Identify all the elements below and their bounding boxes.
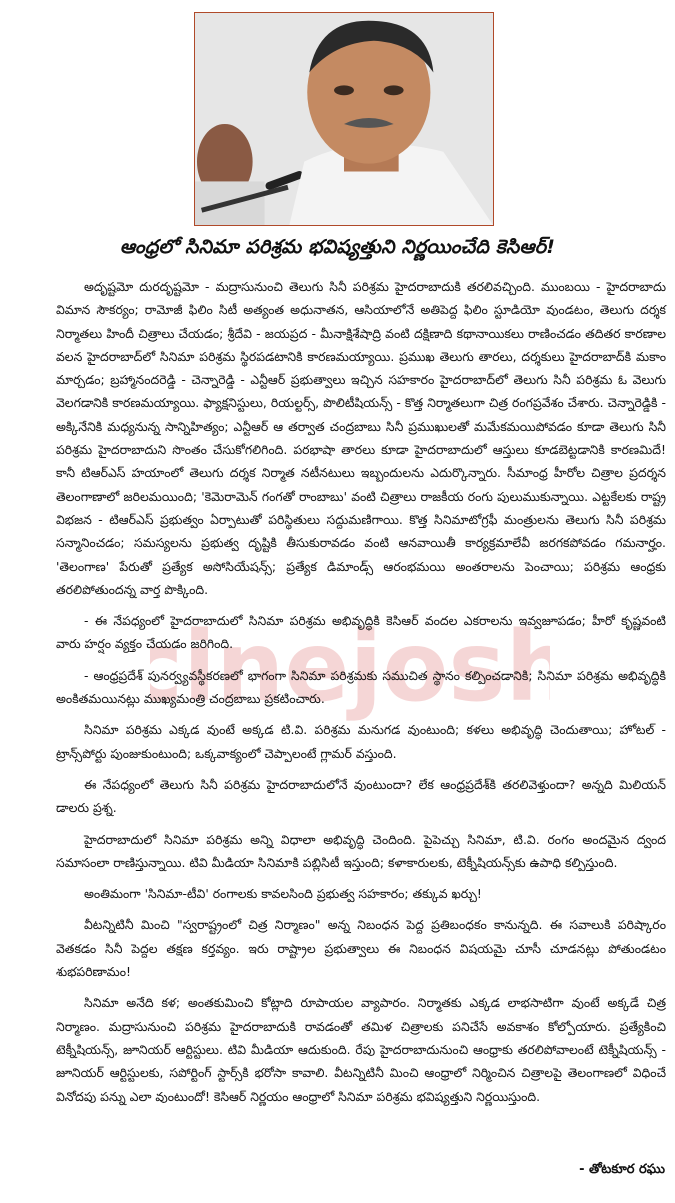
- paragraph: హైదరాబాదులో సినిమా పరిశ్రమ అన్ని విధాలా అభివృద్ధి చెందింది. పైపెచ్చు సినిమా, టి.వి. రంగం అందమైన ద్వంద సమాసంలా రాణిస్తున్నాయి. టివి మీడియా సినిమాకి పబ్లిసిటీ ఇస్తుంది; కళాకారులకు, టెక్నీషియన్స్‌కు ఉపాధి కల్పిస్తుంది.: [56, 831, 666, 870]
- paragraph: అంతిమంగా 'సినిమా-టీవి' రంగాలకు కావలసింది ప్రభుత్వ సహకారం; తక్కువ ఖర్చు!: [84, 886, 482, 902]
- article-headline: ఆంధ్రలో సినిమా పరిశ్రమ భవిష్యత్తుని నిర్ణయించేది కెసిఆర్!: [119, 236, 556, 258]
- paragraph: - ఆంధ్రప్రదేశ్ పునర్వ్యవస్థీకరణలో భాగంగా సినిమా పరిశ్రమకు సముచిత స్థానం కల్పించడానికి; సినిమా పరిశ్రమ అభివృద్ధికి అంకితమయినట్లు ముఖ్యమంత్రి చంద్రబాబు ప్రకటించారు.: [56, 667, 666, 707]
- paragraph: సినిమా అనేది కళ; అంతకుమించి కోట్లాది రూపాయల వ్యాపారం. నిర్మాతకు ఎక్కడ లాభసాటిగా వుంటే అక్కడే చిత్ర నిర్మాణం. మద్రాసునుంచి పరిశ్రమ హైదరాబాదుకి రావడంతో తమిళ చిత్రాలకు పనిచేసే అవకాశం కోల్పోయారు. ప్రత్యేకించి టెక్నీషియన్స్, జూనియర్ ఆర్టిస్టులు. టివి మీడియా ఆదుకుంది. రేపు హైదరాబాదునుంచి ఆంధ్రాకు తరలిపోవాలంటే టెక్నీషియన్స్ - జూనియర్ ఆర్టిస్టులకు, సపోర్టింగ్ స్టార్స్‌కి భరోసా కావాలి. వీటన్నిటినీ మించి ఆంధ్రాలో నిర్మించిన చిత్రాలపై తెలంగాణలో విధించే వినోదపు పన్ను ఎలా వుంటుందో! కెసిఆర్ నిర్ణయం ఆంధ్రాలో సినిమా పరిశ్రమ భవిష్యత్తుని నిర్ణయిస్తుంది.: [56, 995, 666, 1104]
- paragraph: - ఈ నేపధ్యంలో హైదరాబాదులో సినిమా పరిశ్రమ అభివృద్ధికి కెసిఆర్ వందల ఎకరాలను ఇవ్వజూపడం; హీరో కృష్ణవంటి వారు హర్షం వ్యక్తం చేయడం జరిగింది.: [56, 613, 666, 652]
- author-byline: - తోటకూర రఘు: [579, 1162, 665, 1177]
- paragraph: అదృష్టమో దురదృష్టమో - మద్రాసునుంచి తెలుగు సినీ పరిశ్రమ హైదరాబాదుకి తరలివచ్చింది. ముంబయి - హైదరాబాదు విమాన సౌకర్యం; రామోజీ ఫిలిం సిటీ అత్యంత అధునాతన, ఆసియాలోనే అతిపెద్ద ఫిలిం స్టూడియో వుండటం, తెలుగు దర్శక నిర్మాతలు హిందీ చిత్రాలు చేయడం; శ్రీదేవి - జయప్రద - మీనాక్షిశేషాద్రి వంటి దక్షిణాది కథానాయికలు రాణించడం తదితర కారణాల వలన హైదరాబాద్‌లో సినిమా పరిశ్రమ స్థిరపడటానికి కారణమయ్యాయి. ప్రముఖ తెలుగు తారలు, దర్శకులు హైదరాబాద్‌కి మకాం మార్చడం; బ్రహ్మానందరెడ్డి - చెన్నారెడ్డి - ఎన్టీఆర్ ప్రభుత్వాలు ఇచ్చిన సహకారం హైదరాబాద్‌లో తెలుగు సినీ పరిశ్రమ ఓ వెలుగు వెలగడానికి కారణమయ్యాయి. ఫ్యాక్షనిస్టులు, రియల్టర్స్, పొలిటీషియన్స్ - కొత్త నిర్మాతలుగా చిత్ర రంగప్రవేశం చేశారు. చెన్నారెడ్డికి - అక్కినేనికి మధ్యనున్న సాన్నిహిత్యం; ఎన్టీఆర్ ఆ తర్వాత చంద్రబాబు సినీ ప్రముఖులతో మమేకమయిపోవడం కూడా తెలుగు సినీ పరిశ్రమ హైదరాబాదుని సొంతం చేసుకోగలిగింది. పరభాషా తారలు కూడా హైదరాబాదులో ఆస్తులు కూడబెట్టడానికి కారణమిదే! కానీ టిఆర్ఎస్ హయాంలో తెలుగు దర్శక నిర్మాత నటీనటులు ఇబ్బందులను ఎదుర్కొన్నారు. సీమాంధ్ర హీరోల చిత్రాల ప్రదర్శన తెలంగాణాలో జరిలమయింది; 'కెమెరామెన్ గంగతో రాంబాబు' వంటి చిత్రాలు రాజకీయ రంగు పులుముకున్నాయి. ఎట్టకేలకు రాష్ట్ర విభజన - టిఆర్ఎస్ ప్రభుత్వం ఏర్పాటుతో పరిస్థితులు సద్దుమణిగాయి. కొత్త సినిమాటోగ్రఫీ మంత్రులను తెలుగు సినీ పరిశ్రమ సన్మానించడం; సమస్యలను ప్రభుత్వ దృష్టికి తీసుకురావడం వంటి ఆనవాయితీ కార్యక్రమాలేవీ జరగకపోవడం గమనార్హం. 'తెలంగాణ' పేరుతో ప్రత్యేక అసోసియేషన్స్; ప్రత్యేక డిమాండ్స్ ఆరంభమయి అంతరాలను పెంచాయి; పరిశ్రమ ఆంధ్రకు తరలిపోతుందన్న వార్త పొక్కింది.: [56, 279, 666, 597]
- article-photo: [194, 12, 494, 226]
- paragraph: సినిమా పరిశ్రమ ఎక్కడ వుంటే అక్కడ టి.వి. పరిశ్రమ మనుగడ వుంటుంది; కళలు అభివృద్ధి చెందుతాయి; హోటల్ - ట్రాన్స్‌పోర్టు పుంజుకుంటుంది; ఒక్కవాక్యంలో చెప్పాలంటే గ్లామర్ వస్తుంది.: [56, 722, 666, 761]
- paragraph: వీటన్నిటినీ మించి "స్వరాష్ట్రంలో చిత్ర నిర్మాణం" అన్న నిబంధన పెద్ద ప్రతిబంధకం కానున్నది. ఈ సవాలుకి పరిష్కారం వెతకడం సినీ పెద్దల తక్షణ కర్తవ్యం. ఇరు రాష్ట్రాల ప్రభుత్వాలు ఈ నిబంధన విషయమై చూసీ చూడనట్లు పోతుండటం శుభపరిణామం!: [56, 917, 666, 980]
- watermark-text: cinejosh: [150, 611, 550, 723]
- paragraph: ఈ నేపధ్యంలో తెలుగు సినీ పరిశ్రమ హైదరాబాదులోనే వుంటుందా? లేక ఆంధ్రప్రదేశ్‌కి తరలివెళ్తుందా? అన్నది మిలియన్ డాలరు ప్రశ్న.: [56, 776, 666, 816]
- article-body: [56, 275, 666, 1116]
